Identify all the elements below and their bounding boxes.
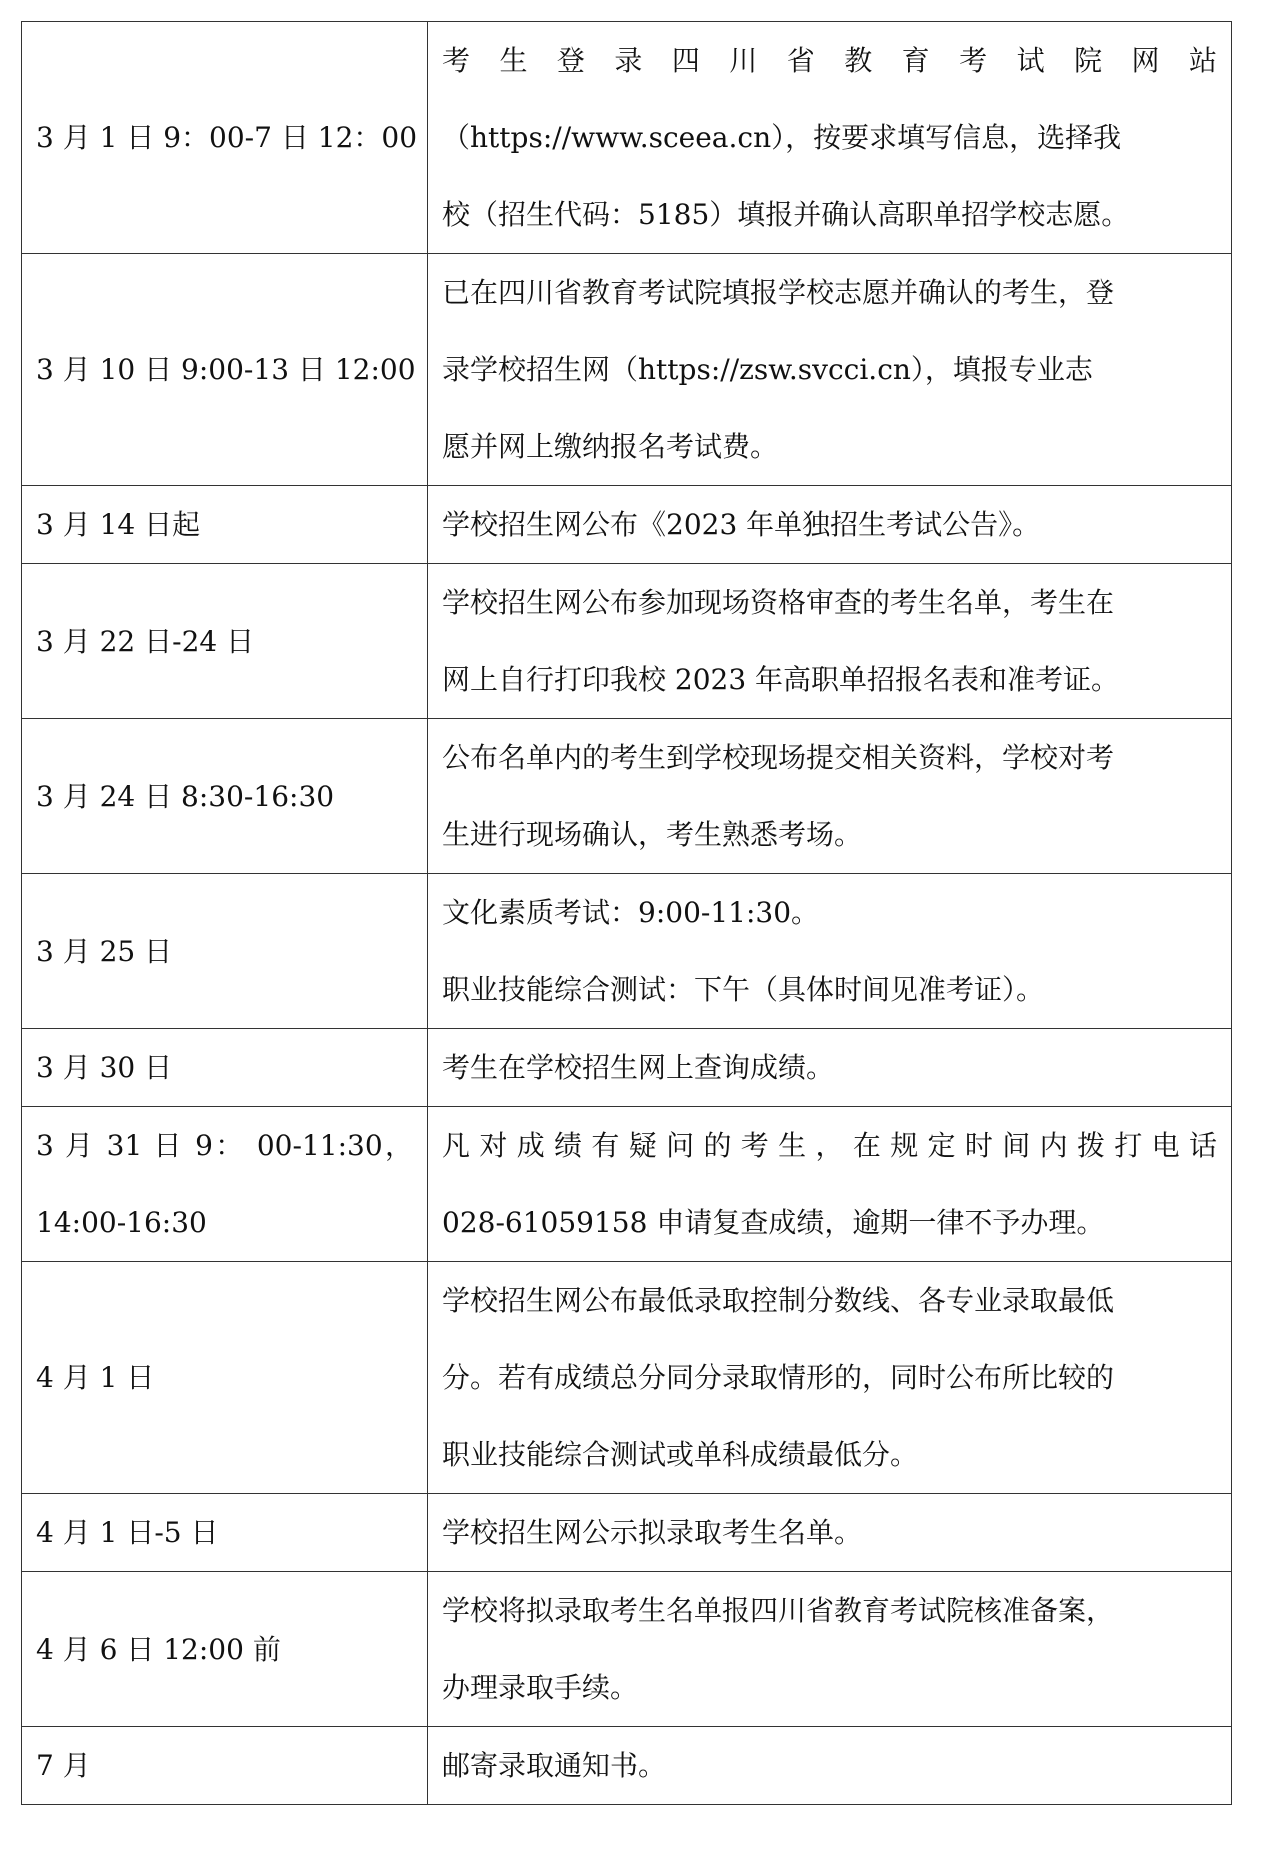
time-text: 4 月 1 日 [36,1361,155,1394]
description-text: 录学校招生网（https://zsw.svcci.cn），填报专业志 [442,353,1093,386]
description-cell [428,564,1232,719]
description-text: 学校招生网公布《2023 年单独招生考试公告》。 [442,508,1041,541]
description-cell [428,1262,1232,1494]
table-row [22,1107,1232,1262]
time-cell [22,254,428,486]
time-text: 4 月 1 日-5 日 [36,1516,219,1549]
description-text: 考 生 登 录 四 川 省 教 育 考 试 院 网 站 [442,44,1217,77]
description-cell [428,1029,1232,1107]
time-cell [22,1494,428,1572]
description-text: 网上自行打印我校 2023 年高职单招报名表和准考证。 [442,663,1120,696]
description-text: 文化素质考试：9:00-11:30。 [442,896,820,929]
time-text: 3 月 24 日 8:30-16:30 [36,779,335,813]
time-cell [22,1572,428,1727]
description-cell [428,719,1232,874]
time-text: 3 月 1 日 9：00-7 日 12：00 [36,121,418,154]
time-text: 7 月 [36,1749,91,1782]
description-text: 028-61059158 申请复查成绩，逾期一律不予办理。 [442,1206,1105,1239]
table-row [22,486,1232,564]
table-row [22,874,1232,1029]
time-cell [22,1262,428,1494]
description-text: 学校招生网公布最低录取控制分数线、各专业录取最低 [442,1284,1115,1317]
description-text: 分。若有成绩总分同分录取情形的，同时公布所比较的 [442,1361,1115,1394]
time-text: 3 月 22 日-24 日 [36,624,255,658]
time-cell [22,719,428,874]
time-text: 3 月 31 日 9： 00-11:30， [36,1129,413,1162]
time-cell [22,1029,428,1107]
time-text: 3 月 30 日 [36,1051,173,1084]
table-row [22,1572,1232,1727]
description-cell [428,1727,1232,1805]
schedule-body [22,22,1232,1805]
description-text: （https://www.sceea.cn），按要求填写信息，选择我 [442,121,1122,154]
description-text: 考生在学校招生网上查询成绩。 [442,1051,835,1084]
time-text: 3 月 14 日起 [36,508,201,541]
description-text: 学校将拟录取考生名单报四川省教育考试院核准备案， [442,1594,1115,1627]
time-cell [22,22,428,254]
description-text: 职业技能综合测试：下午（具体时间见准考证）。 [442,973,1045,1006]
table-row [22,564,1232,719]
time-cell [22,486,428,564]
time-cell [22,874,428,1029]
description-text: 生进行现场确认，考生熟悉考场。 [442,818,863,851]
description-text: 学校招生网公示拟录取考生名单。 [442,1516,863,1549]
description-cell [428,1572,1232,1727]
table-row [22,254,1232,486]
time-cell [22,1727,428,1805]
time-cell [22,1107,428,1262]
description-cell [428,874,1232,1029]
description-text: 愿并网上缴纳报名考试费。 [442,430,779,463]
description-text: 凡 对 成 绩 有 疑 问 的 考 生 ， 在 规 定 时 间 内 拨 打 电 话 [442,1129,1217,1162]
table-row [22,1029,1232,1107]
description-cell [428,486,1232,564]
schedule-table [21,21,1232,1805]
table-row [22,1727,1232,1805]
description-cell [428,1107,1232,1262]
description-text: 邮寄录取通知书。 [442,1749,667,1782]
table-row [22,1494,1232,1572]
description-text: 学校招生网公布参加现场资格审查的考生名单，考生在 [442,586,1115,619]
time-text: 3 月 25 日 [36,934,173,968]
table-row [22,22,1232,254]
table-row [22,719,1232,874]
description-text: 公布名单内的考生到学校现场提交相关资料，学校对考 [442,741,1115,774]
time-text: 3 月 10 日 9:00-13 日 12:00 [36,353,416,386]
time-text: 14:00-16:30 [36,1206,207,1239]
description-cell [428,254,1232,486]
description-text: 办理录取手续。 [442,1671,639,1704]
description-text: 已在四川省教育考试院填报学校志愿并确认的考生，登 [442,276,1115,309]
time-cell [22,564,428,719]
description-cell [428,1494,1232,1572]
time-text: 4 月 6 日 12:00 前 [36,1632,281,1666]
table-row [22,1262,1232,1494]
description-text: 职业技能综合测试或单科成绩最低分。 [442,1438,919,1471]
description-text: 校（招生代码：5185）填报并确认高职单招学校志愿。 [442,198,1130,231]
description-cell [428,22,1232,254]
